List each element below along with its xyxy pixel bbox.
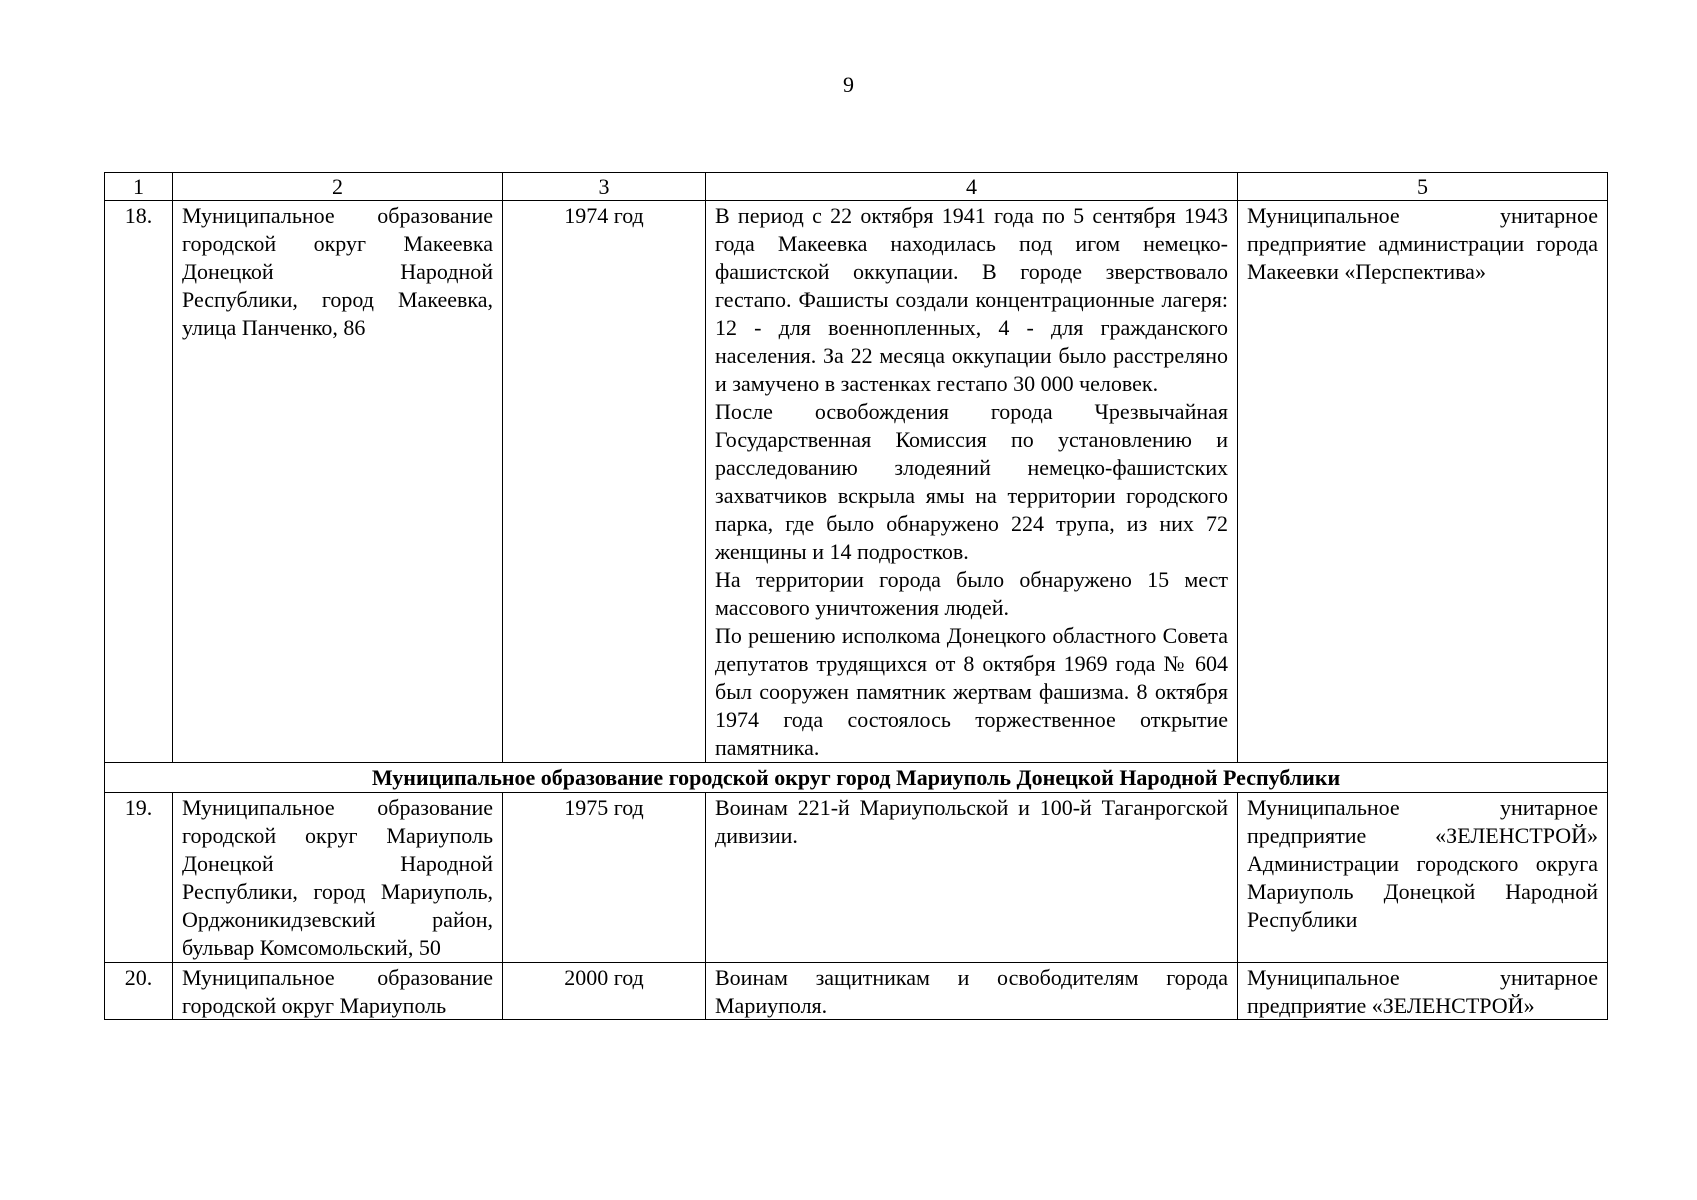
organization-cell: Муниципальное унитарное предприятие администрации города Макеевки «Перспектива» — [1238, 201, 1608, 763]
description-paragraph: На территории города было обнаружено 15 мест массового уничтожения людей. — [715, 567, 1228, 620]
description-text: Воинам защитникам и освободителям города Мариуполя. — [715, 965, 1228, 1018]
section-title: Муниципальное образование городской округ город Мариуполь Донецкой Народной Республики — [105, 763, 1608, 793]
year-cell: 2000 год — [503, 963, 706, 1020]
location-cell: Муниципальное образование городской округ Мариуполь Донецкой Народной Республики, город Мариуполь, Орджоникидзевский район, бульвар Комсомольский, 50 — [173, 793, 503, 963]
description-cell: Воинам 221-й Мариупольской и 100-й Таганрогской дивизии. — [706, 793, 1238, 963]
column-header-1: 1 — [105, 173, 173, 201]
organization-cell — [1238, 963, 1608, 1020]
page-number: 9 — [843, 72, 854, 97]
column-header-5: 5 — [1238, 173, 1608, 201]
location-cell — [173, 963, 503, 1020]
column-header-2: 2 — [173, 173, 503, 201]
description-paragraph: В период с 22 октября 1941 года по 5 сентября 1943 года Макеевка находилась под игом немецко-фашистской оккупации. В городе зверствовало гестапо. Фашисты создали концентрационные лагеря: 12 - для военнопленных, 4 - для гражданского населения. За 22 месяца оккупации было расстреляно и замучено в застенках гестапо 30 000 человек. — [715, 203, 1228, 396]
year-cell: 1975 год — [503, 793, 706, 963]
header-row — [105, 173, 1608, 201]
year-cell: 1974 год — [503, 201, 706, 763]
organization-cell: Муниципальное унитарное предприятие «ЗЕЛЕНСТРОЙ» Администрации городского округа Мариуполь Донецкой Народной Республики — [1238, 793, 1608, 963]
table-row — [105, 793, 1608, 963]
row-number: 20. — [105, 963, 173, 1020]
organization-text: Муниципальное унитарное предприятие «ЗЕЛЕНСТРОЙ» — [1247, 965, 1598, 1018]
row-number: 19. — [105, 793, 173, 963]
description-cell — [706, 963, 1238, 1020]
location-cell: Муниципальное образование городской округ Макеевка Донецкой Народной Республики, город Макеевка, улица Панченко, 86 — [173, 201, 503, 763]
row-number: 18. — [105, 201, 173, 763]
column-header-4: 4 — [706, 173, 1238, 201]
memorial-registry-table — [104, 172, 1608, 1020]
table-row — [105, 201, 1608, 763]
description-paragraph: После освобождения города Чрезвычайная Государственная Комиссия по установлению и расследованию злодеяний немецко-фашистских захватчиков вскрыла ямы на территории городского парка, где было обнаружено 224 трупа, из них 72 женщины и 14 подростков. — [715, 399, 1228, 564]
table-row — [105, 963, 1608, 1020]
description-paragraph: По решению исполкома Донецкого областного Совета депутатов трудящихся от 8 октября 1969 года № 604 был сооружен памятник жертвам фашизма. 8 октября 1974 года состоялось торжественное открытие памятника. — [715, 623, 1228, 760]
column-header-3: 3 — [503, 173, 706, 201]
location-text: Муниципальное образование городской округ Мариуполь — [182, 965, 493, 1018]
section-header-row — [105, 763, 1608, 793]
description-cell — [706, 201, 1238, 763]
